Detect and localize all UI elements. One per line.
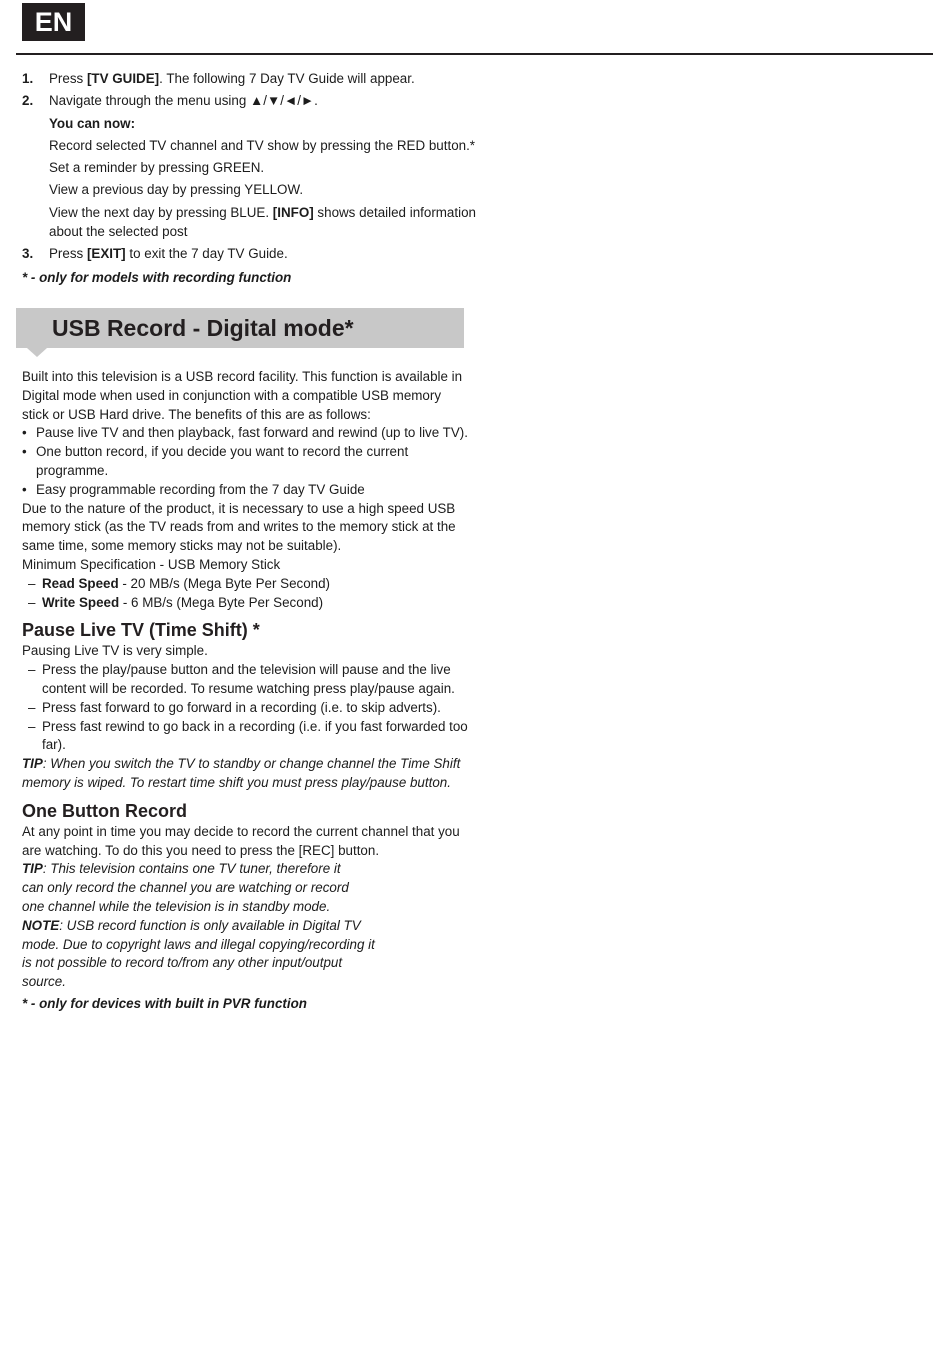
usb-intro-paragraph: Built into this television is a USB record facility. This function is available in Digital mode when used in conjunction with a compatible USB memory stick or USB Hard drive. The benefits of this are as follows: bbox=[22, 369, 463, 422]
dash-icon: – bbox=[28, 575, 36, 591]
step-text: Press bbox=[49, 71, 87, 86]
one-button-record-heading: One Button Record bbox=[22, 800, 187, 821]
step-2-options bbox=[22, 115, 492, 242]
bullet-icon: • bbox=[22, 481, 27, 497]
step-number: 3. bbox=[22, 245, 34, 261]
pvr-footnote: * - only for devices with built in PVR function bbox=[22, 995, 307, 1011]
bullet-icon: • bbox=[22, 425, 27, 441]
spec-read-speed: – Read Speed - 20 MB/s (Mega Byte Per Second) bbox=[22, 575, 470, 594]
dash-icon: – bbox=[28, 662, 36, 678]
language-badge: EN bbox=[22, 3, 85, 41]
option-reminder: Set a reminder by pressing GREEN. bbox=[49, 160, 265, 176]
one-button-tip: TIP: This television contains one TV tuner, therefore it can only record the channel you are watching or record one channel while the television is in standby mode. bbox=[22, 861, 349, 914]
pause-live-tv-heading: Pause Live TV (Time Shift) * bbox=[22, 620, 260, 641]
pause-item: – Press fast forward to go forward in a recording (i.e. to skip adverts). bbox=[22, 699, 470, 718]
usb-record-content bbox=[22, 368, 470, 1014]
dash-icon: – bbox=[28, 594, 36, 610]
dash-icon: – bbox=[28, 718, 36, 734]
step-3 bbox=[22, 245, 492, 264]
tv-guide-steps bbox=[22, 70, 492, 287]
pause-intro: Pausing Live TV is very simple. bbox=[22, 643, 208, 659]
section-title: USB Record - Digital mode* bbox=[52, 315, 354, 341]
step-text: Navigate through the menu using ▲/▼/◄/►. bbox=[49, 93, 318, 109]
usb-nature-paragraph: Due to the nature of the product, it is necessary to use a high speed USB memory stick (as the TV reads from and writes to the memory stick at the same time, some memory sticks may not be suitable). bbox=[22, 500, 456, 554]
step-1 bbox=[22, 70, 492, 89]
section-banner bbox=[16, 308, 464, 348]
one-button-text: At any point in time you may decide to record the current channel that you are watching. To do this you need to press the [REC] button. bbox=[22, 823, 460, 858]
step-2 bbox=[22, 92, 492, 111]
benefit-item: • Easy programmable recording from the 7 day TV Guide bbox=[22, 481, 470, 500]
step-number: 1. bbox=[22, 71, 34, 86]
min-spec-label: Minimum Specification - USB Memory Stick bbox=[22, 556, 281, 572]
option-record: Record selected TV channel and TV show by pressing the RED button.* bbox=[49, 137, 476, 153]
recording-footnote: * - only for models with recording function bbox=[22, 269, 292, 285]
you-can-now-label: You can now: bbox=[49, 115, 136, 131]
one-button-note: NOTE: USB record function is only available in Digital TV mode. Due to copyright laws and illegal copying/recording it is not possible to record to/from any other input/output source. bbox=[22, 917, 375, 990]
step-text: Press bbox=[49, 245, 87, 261]
benefit-item: • Pause live TV and then playback, fast forward and rewind (up to live TV). bbox=[22, 424, 470, 443]
bullet-icon: • bbox=[22, 444, 27, 460]
option-next-day: View the next day by pressing BLUE. [INFO] shows detailed information about the selected post bbox=[49, 204, 476, 239]
banner-pointer bbox=[27, 348, 47, 357]
key-label-exit: [EXIT] bbox=[86, 245, 126, 261]
step-text: . The following 7 Day TV Guide will appear. bbox=[159, 71, 415, 86]
key-label-tv-guide: [TV GUIDE] bbox=[86, 71, 160, 86]
step-number: 2. bbox=[22, 93, 34, 109]
spec-write-speed: – Write Speed - 6 MB/s (Mega Byte Per Second) bbox=[22, 594, 470, 613]
benefit-item: • One button record, if you decide you want to record the current programme. bbox=[22, 444, 409, 478]
step-text: to exit the 7 day TV Guide. bbox=[125, 245, 288, 261]
header-divider bbox=[16, 53, 933, 55]
key-label-info: [INFO] bbox=[272, 204, 314, 220]
pause-tip: TIP: When you switch the TV to standby or change channel the Time Shift memory is wiped. To restart time shift you must press play/pause button. bbox=[22, 756, 461, 790]
option-previous-day: View a previous day by pressing YELLOW. bbox=[49, 182, 304, 198]
dash-icon: – bbox=[28, 699, 36, 715]
pause-item: – Press fast rewind to go back in a recording (i.e. if you fast forwarded too far). bbox=[28, 718, 468, 753]
pause-item: – Press the play/pause button and the television will pause and the live content will be recorded. To resume watching press play/pause again. bbox=[28, 662, 455, 696]
